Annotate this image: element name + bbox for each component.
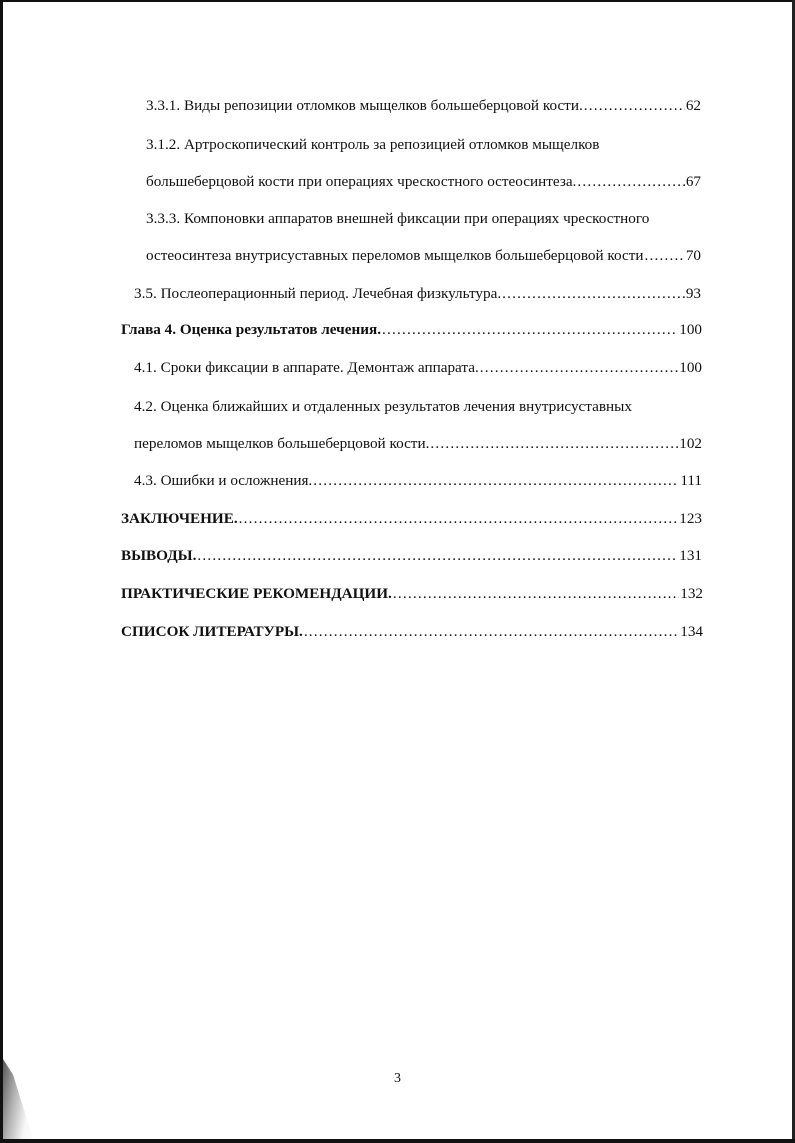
toc-entry-page: 131 xyxy=(679,547,702,564)
toc-entry-label: остеосинтеза внутрисуставных переломов мыщелков большеберцовой кости xyxy=(146,247,644,264)
toc-entry-page: 62 xyxy=(685,97,701,114)
toc-leader-dots xyxy=(239,509,679,529)
toc-entry-label: ЗАКЛЮЧЕНИЕ. xyxy=(121,510,238,527)
toc-entry-label: 4.1. Сроки фиксации в аппарате. Демонтаж аппарата. xyxy=(134,359,479,376)
toc-entry-3-1-2 xyxy=(146,172,701,192)
toc-entry-page: 123 xyxy=(679,510,702,527)
toc-leader-dots xyxy=(577,172,684,192)
toc-entry-findings xyxy=(121,546,702,566)
toc-entry-3-3-1 xyxy=(146,96,701,116)
toc-leader-dots xyxy=(480,358,678,378)
toc-entry-label: 4.3. Ошибки и осложнения. xyxy=(134,472,313,489)
toc-entry-page: 102 xyxy=(679,435,702,452)
toc-leader-dots xyxy=(430,434,678,454)
toc-entry-label: Глава 4. Оценка результатов лечения. xyxy=(121,321,381,338)
toc-entry-page: 134 xyxy=(680,623,703,640)
toc-entry-bibliography xyxy=(121,622,703,642)
toc-entry-3-5 xyxy=(134,284,701,304)
toc-entry-label: 3.3.1. Виды репозиции отломков мыщелков большеберцовой кости. xyxy=(146,97,583,114)
scan-border-top xyxy=(0,0,795,2)
toc-entry-page: 93 xyxy=(685,285,701,302)
page-number: 3 xyxy=(394,1071,401,1086)
toc-entry-4-3 xyxy=(134,471,702,491)
scan-border-left xyxy=(0,0,3,1143)
toc-entry-label: переломов мыщелков большеберцовой кости. xyxy=(134,435,430,452)
toc-entry-label: ВЫВОДЫ. xyxy=(121,547,197,564)
toc-entry-recommendations xyxy=(121,584,703,604)
toc-leader-dots xyxy=(197,546,678,566)
toc-entry-label: 3.5. Послеоперационный период. Лечебная физкультура. xyxy=(134,285,502,302)
toc-entry-label: ПРАКТИЧЕСКИЕ РЕКОМЕНДАЦИИ. xyxy=(121,585,392,602)
toc-entry-4-2-line1: 4.2. Оценка ближайших и отдаленных результатов лечения внутрисуставных xyxy=(134,398,632,415)
scan-border-bottom xyxy=(0,1139,795,1143)
toc-leader-dots xyxy=(304,622,679,642)
toc-entry-4-1 xyxy=(134,358,702,378)
toc-entry-4-2 xyxy=(134,434,702,454)
toc-entry-3-3-3 xyxy=(146,246,701,266)
toc-leader-dots xyxy=(584,96,685,116)
toc-entry-page: 100 xyxy=(679,321,702,338)
toc-entry-3-3-3-line1: 3.3.3. Компоновки аппаратов внешней фиксации при операциях чрескостного xyxy=(146,210,650,227)
toc-entry-chapter-4 xyxy=(121,320,702,340)
toc-leader-dots xyxy=(313,471,679,491)
toc-entry-page: 67 xyxy=(685,173,701,190)
toc-leader-dots xyxy=(502,284,685,304)
toc-entry-page: 70 xyxy=(685,247,701,264)
toc-entry-label: СПИСОК ЛИТЕРАТУРЫ. xyxy=(121,623,303,640)
toc-entry-page: 111 xyxy=(680,472,702,489)
toc-entry-conclusion xyxy=(121,509,702,529)
toc-entry-page: 132 xyxy=(680,585,703,602)
toc-entry-page: 100 xyxy=(679,359,702,376)
toc-leader-dots xyxy=(645,246,685,266)
toc-leader-dots xyxy=(393,584,679,604)
toc-leader-dots xyxy=(382,320,678,340)
toc-entry-3-1-2-line1: 3.1.2. Артроскопический контроль за репозицией отломков мыщелков xyxy=(146,136,600,153)
toc-entry-label: большеберцовой кости при операциях чрескостного остеосинтеза. xyxy=(146,173,577,190)
